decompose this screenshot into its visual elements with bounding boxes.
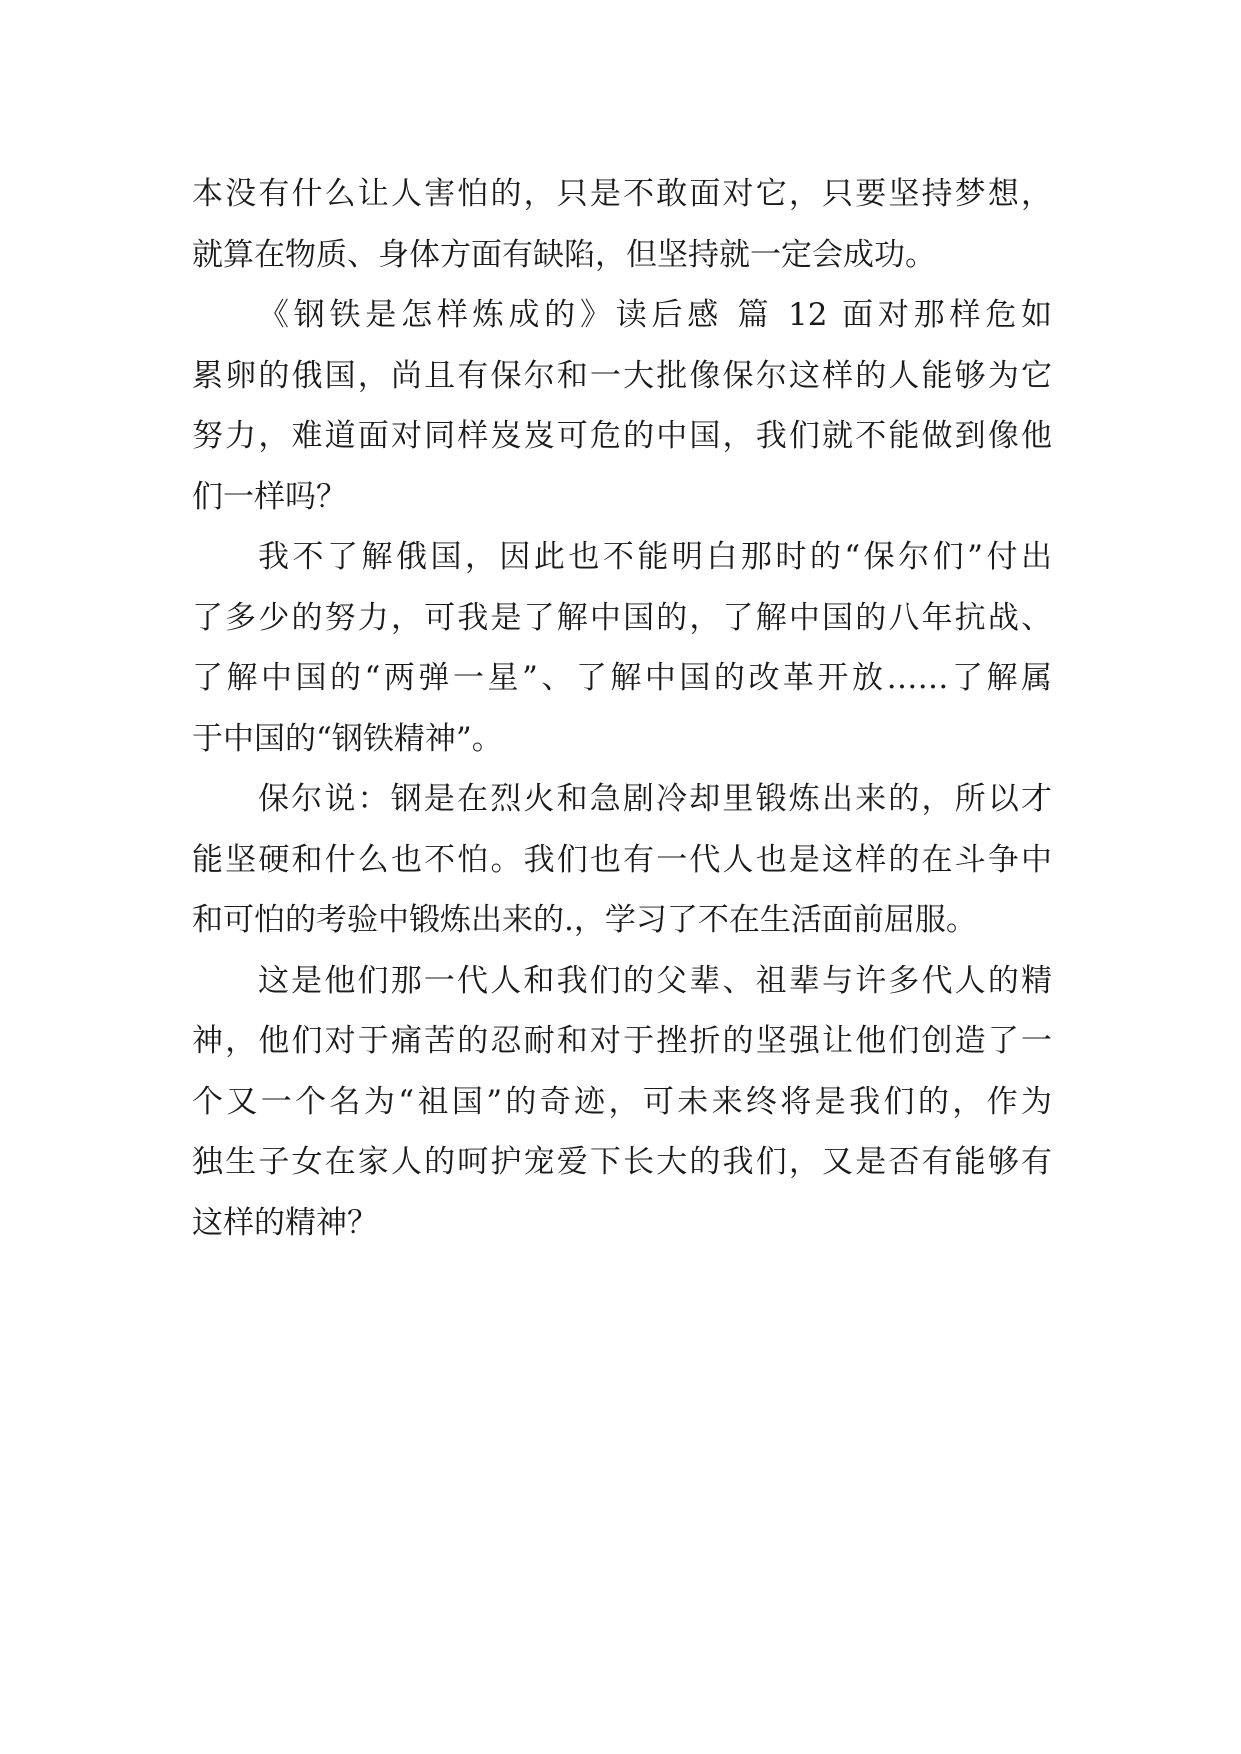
text-line: 保尔说：钢是在烈火和急剧冷却里锻炼出来的，所以才 [258,781,1052,817]
text-line: 于中国的“钢铁精神”。 [192,720,503,757]
text-line: 我不了解俄国，因此也不能明白那时的“保尔们”付出 [258,539,1052,575]
document-body-text [192,164,1052,1253]
text-line: 就算在物质、身体方面有缺陷，但坚持就一定会成功。 [192,236,936,273]
text-line: 们一样吗？ [192,478,347,515]
text-line: 这是他们那一代人和我们的父辈、祖辈与许多代人的精 [258,962,1052,999]
text-line: 个又一个名为“祖国”的奇迹，可未来终将是我们的，作为 [192,1083,1052,1120]
text-line: 独生子女在家人的呵护宠爱下长大的我们，又是否有能够有 [192,1144,1052,1180]
text-line: 努力，难道面对同样岌岌可危的中国，我们就不能做到像他 [192,418,1052,454]
text-line: 能坚硬和什么也不怕。我们也有一代人也是这样的在斗争中 [192,841,1052,878]
text-line: 神，他们对于痛苦的忍耐和对于挫折的坚强让他们创造了一 [192,1023,1052,1059]
text-line: 了多少的努力，可我是了解中国的，了解中国的八年抗战、 [192,599,1052,636]
text-line: 和可怕的考验中锻炼出来的.，学习了不在生活面前屈服。 [192,902,977,938]
heading-line-essay-12: 《钢铁是怎样炼成的》读后感 篇 12 面对那样危如 [258,297,1052,333]
text-line: 了解中国的“两弹一星”、了解中国的改革开放……了解属 [192,660,1052,696]
text-line: 累卵的俄国，尚且有保尔和一大批像保尔这样的人能够为它 [192,357,1052,394]
text-line: 这样的精神？ [192,1204,378,1241]
text-line: 本没有什么让人害怕的，只是不敢面对它，只要坚持梦想， [192,176,1052,212]
